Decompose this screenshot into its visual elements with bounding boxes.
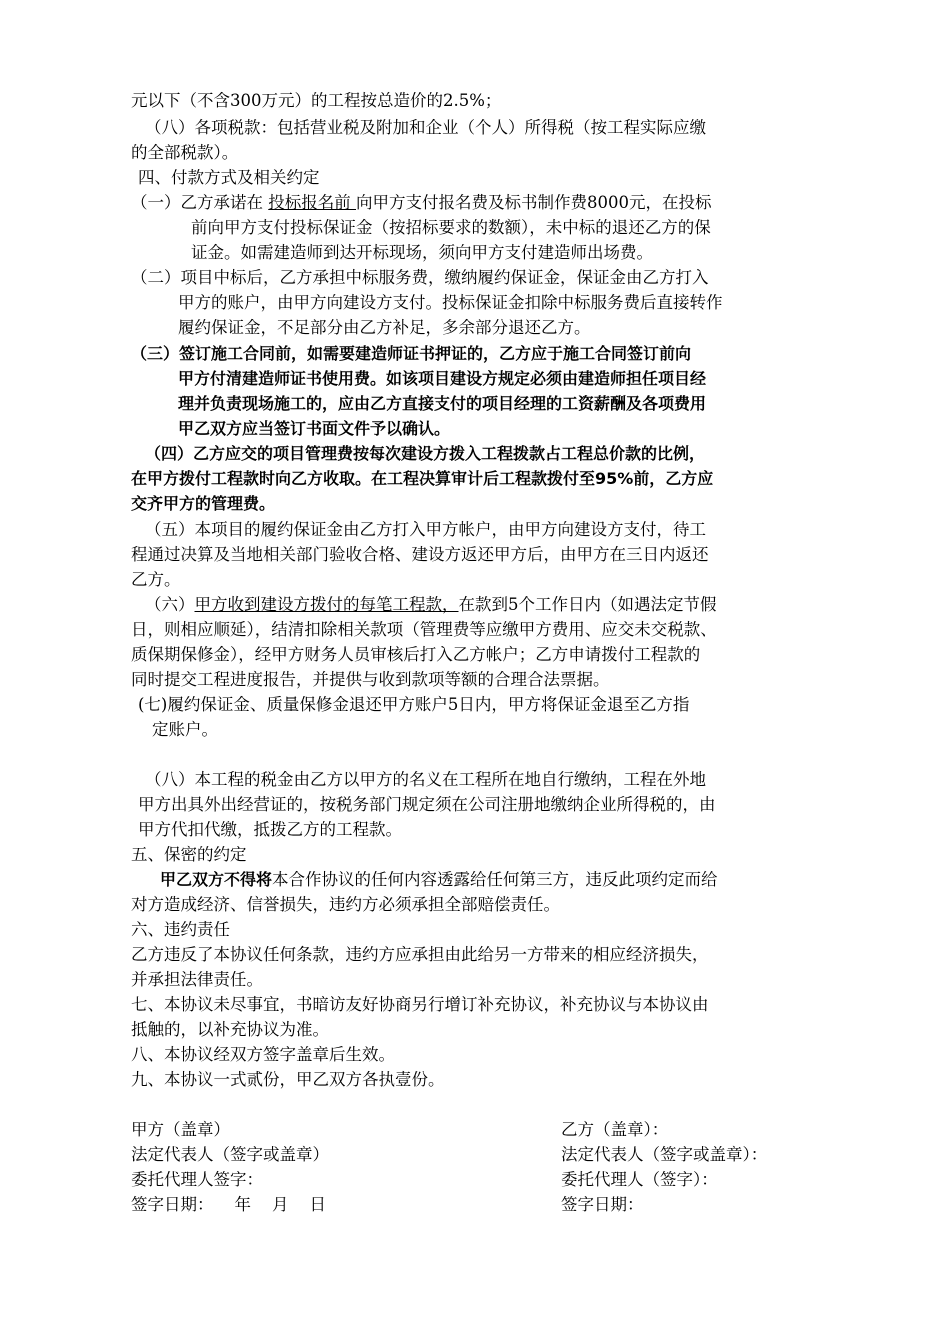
text-line: 定账户。 [152,720,218,739]
party-a-seal: 甲方（盖章） [131,1120,230,1139]
text-line: 乙方。 [131,570,181,589]
text-line: 甲方代扣代缴，抵拨乙方的工程款。 [138,820,402,839]
text-segment: 本合作协议的任何内容透露给任何第三方，违反此项约定而给 [272,870,718,889]
text-line [160,867,718,892]
text-line: 八、本协议经双方签字盖章后生效。 [131,1045,395,1064]
text-line: 九、本协议一式贰份，甲乙双方各执壹份。 [131,1070,445,1089]
section-heading: 四、付款方式及相关约定 [138,168,320,187]
text-line: 证金。如需建造师到达开标现场，须向甲方支付建造师出场费。 [191,243,653,262]
text-line: （八）本工程的税金由乙方以甲方的名义在工程所在地自行缴纳，工程在外地 [145,770,706,789]
text-line: 程通过决算及当地相关部门验收合格、建设方返还甲方后，由甲方在三日内返还 [131,545,709,564]
text-line: 质保期保修金），经甲方财务人员审核后打入乙方帐户；乙方申请拨付工程款的 [131,645,701,664]
text-line: 乙方违反了本协议任何条款，违约方应承担由此给另一方带来的相应经济损失， [131,945,709,964]
text-line: 七、本协议未尽事宜，书暗访友好协商另行增订补充协议，补充协议与本协议由 [131,995,709,1014]
party-b-seal: 乙方（盖章）： [561,1120,669,1139]
text-line: （五）本项目的履约保证金由乙方打入甲方帐户，由甲方向建设方支付，待工 [145,520,706,539]
text-line: 甲方出具外出经营证的，按税务部门规定须在公司注册地缴纳企业所得税的，由 [138,795,716,814]
section-heading: 六、违约责任 [131,920,230,939]
text-segment: （六） [145,595,195,614]
bold-text-line: 甲乙双方应当签订书面文件予以确认。 [178,419,451,438]
bold-text-line: 交齐甲方的管理费。 [131,494,276,513]
bold-text-line: 理并负责现场施工的，应由乙方直接支付的项目经理的工资薪酬及各项费用 [178,394,707,413]
text-line: 对方造成经济、信誉损失，违约方必须承担全部赔偿责任。 [131,895,560,914]
text-segment: 在款到5个工作日内（如遇法定节假 [458,595,717,614]
text-line: 抵触的，以补充协议为准。 [131,1020,329,1039]
bold-text-line: （四）乙方应交的项目管理费按每次建设方拨入工程拨款占工程总价款的比例， [145,444,706,463]
underlined-text: 投标报名前 [268,193,356,212]
text-line: 前向甲方支付投标保证金（按招标要求的数额），未中标的退还乙方的保 [191,218,711,237]
text-segment: 向甲方支付报名费及标书制作费8000元，在投标 [356,193,712,212]
party-b-agent: 委托代理人（签字）： [561,1170,718,1189]
bold-text-line: （三）签订施工合同前，如需要建造师证书押证的，乙方应于施工合同签订前向 [131,344,692,363]
text-line [145,592,717,617]
text-line: 同时提交工程进度报告，并提供与收到款项等额的合理合法票据。 [131,670,610,689]
text-line [131,190,712,215]
text-line: 的全部税款）。 [131,143,239,162]
text-line: （二）项目中标后，乙方承担中标服务费，缴纳履约保证金，保证金由乙方打入 [131,268,709,287]
text-line: 元以下（不含300万元）的工程按总造价的2.5%； [131,91,502,110]
text-line: 并承担法律责任。 [131,970,263,989]
text-line: 履约保证金，不足部分由乙方补足，多余部分退还乙方。 [178,318,591,337]
underlined-text: 甲方收到建设方拨付的每笔工程款， [194,595,459,614]
bold-text: 甲乙双方不得将 [160,870,273,889]
bold-text-line: 在甲方拨付工程款时向乙方收取。在工程决算审计后工程款拨付至95%前，乙方应 [131,469,714,488]
text-segment: （一）乙方承诺在 [131,193,269,212]
party-b-date: 签字日期： [561,1195,644,1214]
party-a-date: 签字日期： 年 月 日 [131,1195,326,1214]
text-line: (七)履约保证金、质量保修金退还甲方账户5日内，甲方将保证金退至乙方指 [138,695,690,714]
party-a-agent: 委托代理人签字： [131,1170,263,1189]
text-line: 甲方的账户，由甲方向建设方支付。投标保证金扣除中标服务费后直接转作 [178,293,723,312]
bold-text-line: 甲方付清建造师证书使用费。如该项目建设方规定必须由建造师担任项目经 [178,369,707,388]
text-line: 日，则相应顺延），结清扣除相关款项（管理费等应缴甲方费用、应交未交税款、 [131,620,717,639]
party-a-representative: 法定代表人（签字或盖章） [131,1145,329,1164]
party-b-representative: 法定代表人（签字或盖章）： [561,1145,768,1164]
text-line: （八）各项税款：包括营业税及附加和企业（个人）所得税（按工程实际应缴 [145,118,706,137]
section-heading: 五、保密的约定 [131,845,247,864]
